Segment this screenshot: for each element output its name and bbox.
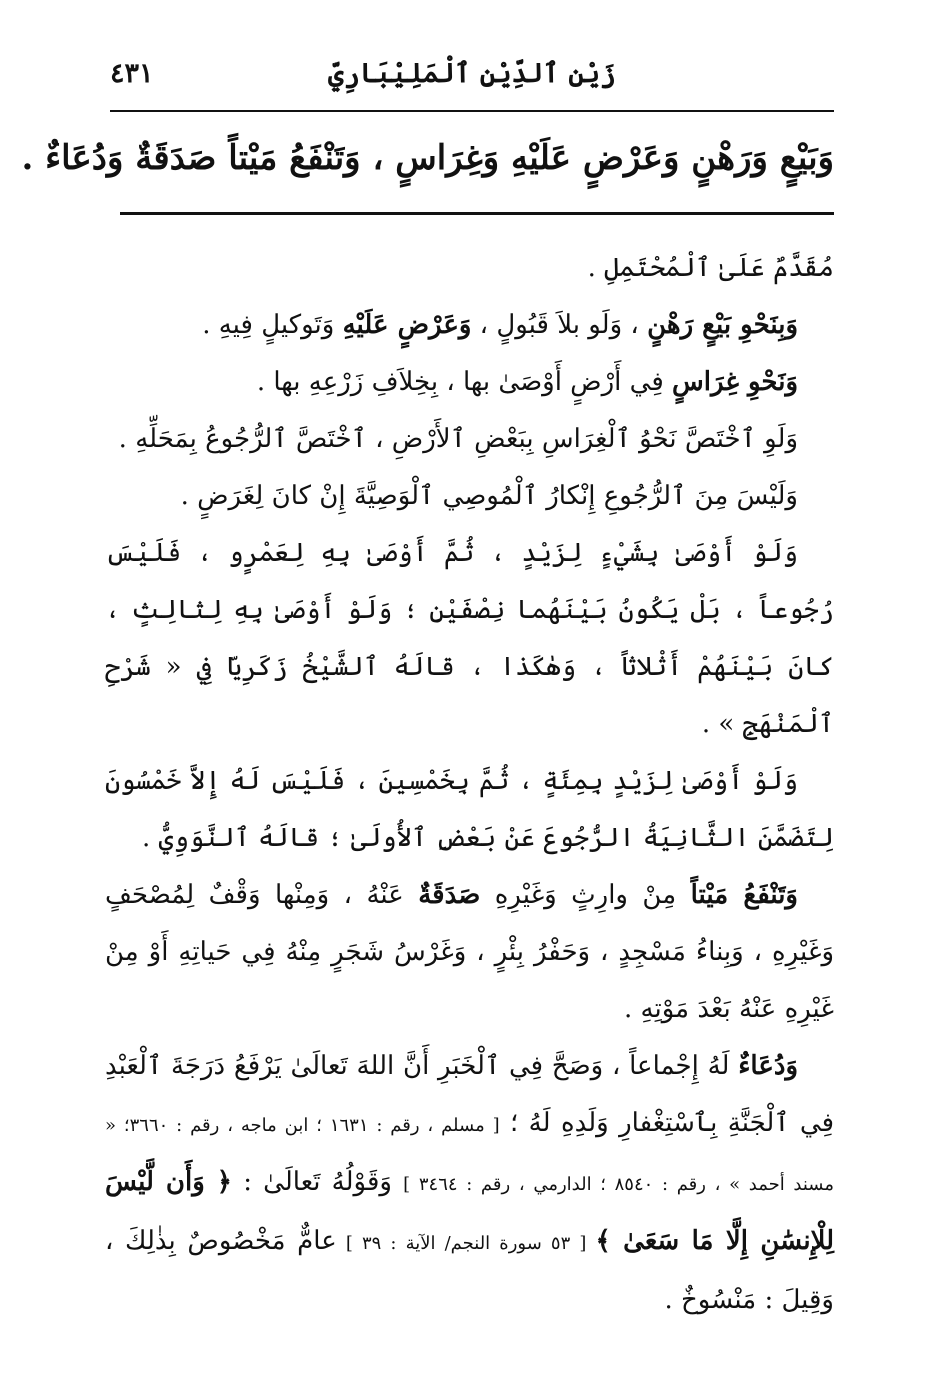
- paragraph-9-text-2: وَقَوْلُهُ تَعالَىٰ :: [232, 1167, 404, 1197]
- paragraph-2-keyword-1: وَبِنَحْوِ بَيْعٍ رَهْنٍ: [647, 310, 798, 340]
- paragraph-1-text: مُقَدَّمٌ عَلَىٰ ٱلْمُحْتَمِلِ .: [587, 253, 834, 283]
- matn-text: وَبَيْعٍ وَرَهْنٍ وَعَرْضٍ عَلَيْهِ وَغِرَاسٍ ، وَتَنْفَعُ مَيْتاً صَدَقَةٌ وَدُعَاءٌ .: [21, 138, 834, 178]
- paragraph-4-text: وَلَوِ ٱخْتَصَّ نَحْوُ ٱلْغِرَاسِ بِبَعْضِ ٱلأَرْضِ ، ٱخْتَصَّ ٱلرُّجُوعُ بِمَحَلِّهِ .: [118, 424, 798, 454]
- paragraph-3: [105, 354, 834, 411]
- paragraph-5: [105, 468, 834, 525]
- page-number: ٤٣١: [110, 58, 154, 89]
- paragraph-9-keyword: وَدُعَاءٌ: [738, 1051, 798, 1081]
- paragraph-8-keyword-2: صَدَقَةٌ: [418, 880, 481, 910]
- paragraph-8-text-2: عَنْهُ ، وَمِنْها وَقْفٌ لِمُصْحَفٍ وَغَيْرِهِ ، وَبِناءُ مَسْجِدٍ ، وَحَفْرُ بِئْرٍ ، وَغَرْسُ شَجَرٍ مِنْهُ فِي حَياتِهِ أَوْ مِنْ غَيْرِهِ عَنْهُ بَعْدَ مَوْتِهِ .: [105, 880, 834, 1024]
- paragraph-7: [105, 753, 834, 867]
- paragraph-2-text-2: وَتَوكيلٍ فِيهِ .: [202, 310, 343, 340]
- paragraph-8-keyword-1: وَتَنْفَعُ مَيْتاً: [690, 880, 798, 910]
- running-title: زَيْن ٱلدِّيْنِ ٱلْمَلِيْبَارِيّ: [328, 58, 616, 89]
- paragraph-3-text: فِي أَرْضٍ أَوْصَىٰ بها ، بِخِلاَفِ زَرْعِهِ بها .: [256, 367, 673, 397]
- commentary-body: [105, 240, 834, 1329]
- hadith-reference: [ مسلم ، رقم : ١٦٣١ ؛ ابن ماجه ، رقم : ٣٦٦٠؛ « مسند أحمد » ، رقم : ٨٥٤٠ ؛ الدارمي ، رقم : ٣٤٦٤ ]: [105, 1115, 834, 1195]
- paragraph-3-keyword: وَنَحْوِ غِرَاسٍ: [672, 367, 798, 397]
- paragraph-9-text-3: عامٌّ مَخْصُوصٌ بِذٰلِكَ ، وَقِيلَ : مَنْسُوخٌ .: [105, 1226, 834, 1315]
- paragraph-2: [105, 297, 834, 354]
- paragraph-6: [105, 525, 834, 753]
- quran-verse: ﴿ وَأَن لَّيْسَ لِلْإِنسَٰنِ إِلَّا مَا سَعَىٰ ﴾: [105, 1167, 835, 1256]
- paragraph-9-text-1: لَهُ إِجْماعاً ، وَصَحَّ فِي ٱلْخَبَرِ أَنَّ اللهَ تَعالَىٰ يَرْفَعُ دَرَجَةَ ٱلْعَبْدِ فِي ٱلْجَنَّةِ بِٱسْتِغْفارِ وَلَدِهِ لَهُ ؛: [105, 1051, 835, 1138]
- paragraph-5-text: وَلَيْسَ مِنَ ٱلرُّجُوعِ إِنْكارُ ٱلْمُوصِي ٱلْوَصِيَّةَ إِنْ كانَ لِغَرَضٍ .: [180, 481, 798, 511]
- page-header: [110, 50, 834, 106]
- matn-divider: [120, 212, 834, 215]
- paragraph-9: [105, 1038, 834, 1329]
- paragraph-2-text-1: ، وَلَو بلاَ قَبُولٍ ،: [471, 310, 648, 340]
- paragraph-6-text: وَلَوْ أَوْصَىٰ بِشَيْءٍ لِزَيْدٍ ، ثُمَّ أَوْصَىٰ بِهِ لِعَمْرٍو ، فَلَيْسَ رُجُوعاً ، بَلْ يَكُونُ بَيْنَهُما نِصْفَيْنِ ؛ وَلَوْ أَوْصَىٰ بِهِ لِثالِثٍ ، كانَ بَيْنَهُمْ أَثْلاثاً ، وَهٰكَذا ، قالَهُ ٱلشَّيْخُ زَكَرِيّا فِي « شَرْحِ ٱلْمَنْهَجِ » .: [105, 538, 834, 739]
- paragraph-8-text-1: مِنْ وارِثٍ وَغَيْرِهِ: [480, 880, 691, 910]
- paragraph-2-keyword-2: وَعَرْضٍ عَلَيْهِ: [342, 310, 472, 340]
- paragraph-1: [105, 240, 834, 297]
- verse-reference: [ ٥٣ سورة النجم/ الآية : ٣٩ ]: [336, 1233, 596, 1254]
- paragraph-8: [105, 867, 834, 1038]
- header-divider: [110, 110, 834, 112]
- paragraph-7-text: وَلَوْ أَوْصَىٰ لِزَيْدٍ بِمِئَةٍ ، ثُمَّ بِخَمْسِينَ ، فَلَيْسَ لَهُ إِلاَّ خَمْسُونَ لِتَضَمَّنَ الثَّانِيَةُ الرُّجُوعَ عَنْ بَعْضِ ٱلأُولَىٰ ؛ قالَهُ ٱلنَّوَوِيُّ .: [105, 766, 834, 853]
- paragraph-4: [105, 411, 834, 468]
